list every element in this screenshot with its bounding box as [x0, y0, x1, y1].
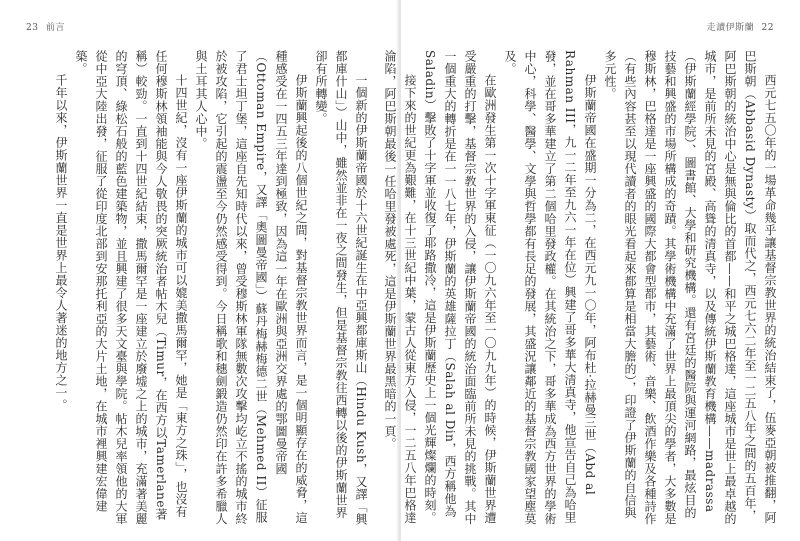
left-page-header — [22, 20, 65, 33]
left-page-number: 23 — [26, 23, 39, 33]
paragraph: 接下來的世紀更為艱難，在十三世紀中葉，蒙古人從東方入侵，一二五八年巴格達淪陷，阿巴斯朝最後一任哈里發被處死，這是伊斯蘭世界最黑暗的一頁。 — [383, 50, 417, 524]
paragraph: 千年以來，伊斯蘭世界一直是世界上最令人著迷的地方之一。 — [54, 74, 68, 412]
paragraph: 西元七五〇年的一場革命幾乎讓基督宗教世界的統治結束了，伍麥亞朝被推翻，阿巴斯朝（Abbasid Dynasty）取而代之，西元七六二年至一二五八年之間的五百年，阿巴斯朝的統治中心是無與倫比的首都——和平之城巴格達，這座城市是世上最卓越的城市，是前所未見的宮殿、高聳的清真寺，以及傳統伊斯蘭教育機構——madrassa（伊斯蘭經學院）、圖書館、大學和研究機構。還有宮廷的醫院與運河網路，最炫目的技藝和興盛的市場所構成的奇蹟。其學術機構中充滿了世界上最頂尖的學者，大多數是穆斯林，巴格達是一座興盛的國際大都會型都市，其藝術、音樂、飲酒作樂及各種詩作（有些內容甚至以現代讀者的眼光看起來都算是相當大膽的），印證了伊斯蘭的自信與多元性。 — [603, 50, 777, 525]
paragraph: 一個新的伊斯蘭帝國於十六世紀誕生在中亞興都庫斯山（Hindu Kush，又譯「興都庫什山」）山中，雖然並非在一夜之間發生，但是基督宗教往西轉以後的伊斯蘭世界卻有所轉變。 — [314, 50, 368, 526]
paragraph: 在歐洲發生第一次十字軍東征（一〇九六年至一〇九九年）的時候，伊斯蘭世界遭受嚴重的打擊，基督宗教世界的入侵，讓伊斯蘭帝國的統治面臨前所未見的挑戰。其中一個重大的轉折是在一一八七年，伊斯蘭的英雄薩拉丁（Salah al Din，西方稱他為Saladin）擊敗了十字軍並收復了耶路撒冷，這是伊斯蘭歷史上一個光輝燦爛的時刻。 — [423, 50, 497, 525]
paragraph: 伊斯蘭帝國在盛期一分為二，在西元九一〇年，阿布杜·拉赫曼三世（Abd al Rahman III，九一二年至九六一年在位）興建了哥多華大清真寺，他宣告自己為哈里發，並在哥多華建立了第二個哈里發政權。在其統治之下，哥多華成為西方世界的學術中心，科學、醫學、文學與哲學都有長足的發展，其盛況讓鄰近的基督宗教國家望塵莫及。 — [503, 50, 597, 525]
right-page — [383, 0, 800, 541]
right-page-body — [383, 50, 780, 527]
left-page — [0, 0, 399, 541]
right-page-header — [707, 20, 778, 33]
left-page-section-title: 前言 — [45, 23, 65, 33]
paragraph: 十四世紀，沒有一座伊斯蘭的城市可以媲美撒馬爾罕，她是「東方之珠」，也沒有任何穆斯林領袖能與今人敬畏的突厥統治者帖木兒（Timur，在西方以Tamerlane著稱）較勁。一直到十四世紀結束，撒馬爾罕是一座建立於廢墟之上的城市，充滿著美麗的穹頂、綠松石般的藍色建築物，並且興建了很多天文臺與學院。帖木兒率領他的大軍從中亞大陸出發，征服了從印度北部到安那托利亞的大片土地，在城市裡興建宏偉建築。 — [74, 50, 188, 525]
right-page-number: 22 — [761, 23, 774, 33]
left-page-body — [16, 50, 371, 527]
right-page-section-title: 走讀伊斯蘭 — [706, 23, 755, 33]
paragraph: 伊斯蘭興起後的八個世紀之間，對基督宗教世界而言，是一個明顯存在的威脅，這種感受在一四五三年達到極致，因為這一年在歐洲與亞洲交界處的鄂圖曼帝國（Ottoman Empire，又譯「奧圖曼帝國」）蘇丹梅赫梅德二世（Mehmed II）征服了君士坦丁堡，這座自先知時代以來，曾受穆斯林軍隊無數次攻擊均屹立不搖的城市終於被攻陷，它引起的震盪至今仍然感受得到。今日稱歌和穗劍鍛造仍然印在許多希臘人與土耳其人心中。 — [194, 50, 308, 525]
